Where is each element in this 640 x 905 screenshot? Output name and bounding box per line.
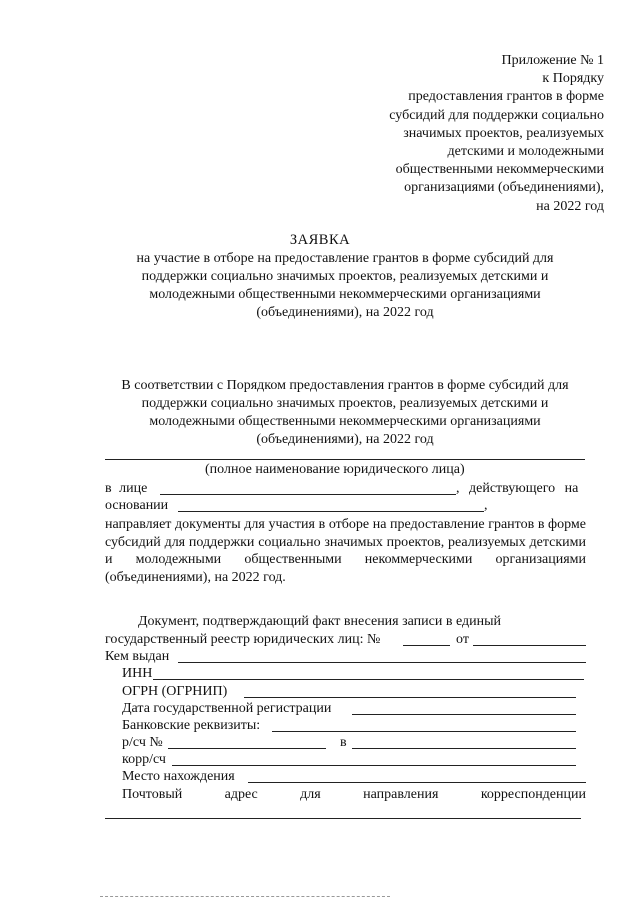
reg-date-label: Дата государственной регистрации (122, 701, 332, 716)
legal-name-hint: (полное наименование юридического лица) (205, 462, 465, 477)
postal-word: Почтовый (122, 787, 183, 802)
basis-label: основании (105, 498, 169, 513)
inn-label: ИНН (122, 666, 153, 681)
issued-by-field[interactable] (178, 662, 586, 663)
basis-comma: , (484, 498, 488, 513)
location-label: Место нахождения (122, 769, 235, 784)
postal-address-row (122, 787, 586, 803)
appendix-line: детскими и молодежными (447, 144, 604, 160)
ogrn-field[interactable] (244, 697, 576, 698)
appendix-line: общественными некоммерческими (395, 162, 604, 178)
account-number-field[interactable] (168, 748, 326, 749)
inn-field[interactable] (153, 679, 584, 680)
issued-by-label: Кем выдан (105, 649, 170, 664)
footer-divider (100, 896, 390, 897)
appendix-line: значимых проектов, реализуемых (403, 125, 604, 141)
document-title: ЗАЯВКА (289, 232, 351, 248)
representative-field[interactable] (160, 494, 456, 495)
postal-word: направления (363, 787, 439, 802)
registry-number-field[interactable] (403, 645, 450, 646)
doc-line-2-label: государственный реестр юридических лиц: № (105, 632, 381, 647)
doc-line-2-from: от (456, 632, 469, 647)
bank-label: Банковские реквизиты: (122, 718, 261, 733)
appendix-header (304, 52, 604, 216)
submit-paragraph: направляет документы для участия в отборе на предоставление грантов в форме субсидий для поддержки социально значимых проектов, реализуемых детскими и молодежными общественными некоммерческими организациями (объединениями), на 2022 год. (105, 517, 586, 585)
acting-label: , действующего на (456, 481, 579, 496)
postal-address-field[interactable] (105, 818, 581, 819)
intro-paragraph: В соответствии с Порядком предоставления грантов в форме субсидий для поддержки социально значимых проектов, реализуемых детскими и молодежными общественными некоммерческими организациями (объединениями), на 2022 год (121, 378, 569, 447)
appendix-line: предоставления грантов в форме (408, 89, 604, 105)
reg-date-field[interactable] (352, 714, 576, 715)
registry-date-field[interactable] (473, 645, 586, 646)
basis-field[interactable] (178, 511, 484, 512)
appendix-line: организациями (объединениями), (404, 180, 604, 196)
in-person-label: в лице (105, 481, 148, 496)
account-label: р/сч № (122, 735, 163, 750)
account-in-label: в (340, 735, 347, 750)
bank-name-field[interactable] (352, 748, 576, 749)
location-field[interactable] (248, 782, 586, 783)
postal-word: адрес (224, 787, 258, 802)
appendix-line: на 2022 год (536, 198, 604, 214)
ogrn-label: ОГРН (ОГРНИП) (122, 684, 228, 699)
appendix-line: субсидий для поддержки социально (389, 107, 604, 123)
postal-word: для (300, 787, 321, 802)
corr-account-field[interactable] (172, 765, 576, 766)
corr-label: корр/сч (122, 752, 166, 767)
appendix-line: к Порядку (542, 71, 604, 87)
document-subtitle: на участие в отборе на предоставление грантов в форме субсидий для поддержки социально значимых проектов, реализуемых детскими и молодежными общественными некоммерческими организациями (объединениями), на 2022 год (136, 251, 554, 320)
legal-name-field[interactable] (105, 459, 585, 460)
postal-word: корреспонденции (480, 787, 586, 802)
appendix-line: Приложение № 1 (501, 53, 604, 68)
doc-line-1: Документ, подтверждающий факт внесения записи в единый (138, 614, 502, 629)
bank-field[interactable] (272, 731, 576, 732)
